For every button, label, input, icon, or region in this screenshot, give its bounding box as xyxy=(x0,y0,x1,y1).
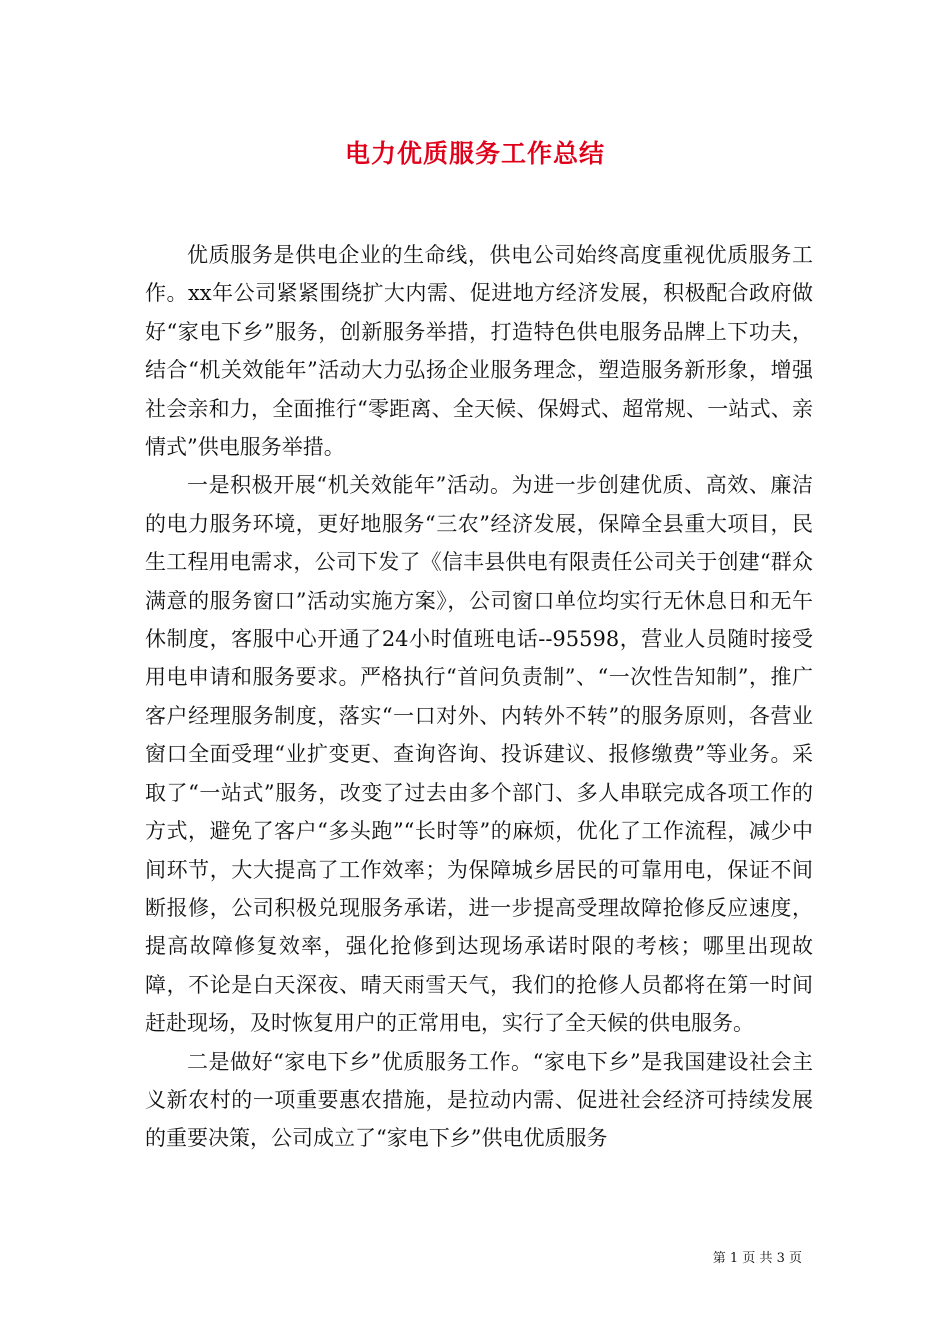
paragraph-point-one: 一是积极开展“机关效能年”活动。为进一步创建优质、高效、廉洁的电力服务环境，更好地服务“三农”经济发展，保障全县重大项目，民生工程用电需求，公司下发了《信丰县供电有限责任公司关于创建“群众满意的服务窗口”活动实施方案》，公司窗口单位均实行无休息日和无午休制度，客服中心开通了24小时值班电话--95598，营业人员随时接受用电申请和服务要求。严格执行“首问负责制”、“一次性告知制”，推广客户经理服务制度，落实“一口对外、内转外不转”的服务原则，各营业窗口全面受理“业扩变更、查询咨询、投诉建议、报修缴费”等业务。采取了“一站式”服务，改变了过去由多个部门、多人串联完成各项工作的方式，避免了客户“多头跑”“长时等”的麻烦，优化了工作流程，减少中间环节，大大提高了工作效率；为保障城乡居民的可靠用电，保证不间断报修，公司积极兑现服务承诺，进一步提高受理故障抢修反应速度，提高故障修复效率，强化抢修到达现场承诺时限的考核；哪里出现故障，不论是白天深夜、晴天雨雪天气，我们的抢修人员都将在第一时间赶赴现场，及时恢复用户的正常用电，实行了全天候的供电服务。 xyxy=(145,473,813,1036)
document-body xyxy=(145,236,813,1158)
document-title: 电力优质服务工作总结 xyxy=(344,139,605,168)
paragraph-point-two: 二是做好“家电下乡”优质服务工作。“家电下乡”是我国建设社会主义新农村的一项重要惠农措施，是拉动内需、促进社会经济可持续发展的重要决策，公司成立了“家电下乡”供电优质服务 xyxy=(145,1049,813,1151)
paragraph-intro: 优质服务是供电企业的生命线，供电公司始终高度重视优质服务工作。xx年公司紧紧围绕扩大内需、促进地方经济发展，积极配合政府做好“家电下乡”服务，创新服务举措，打造特色供电服务品牌上下功夫，结合“机关效能年”活动大力弘扬企业服务理念，塑造服务新形象，增强社会亲和力，全面推行“零距离、全天候、保姆式、超常规、一站式、亲情式”供电服务举措。 xyxy=(145,243,813,460)
page-number-footer: 第 1 页 共 3 页 xyxy=(712,1251,802,1266)
